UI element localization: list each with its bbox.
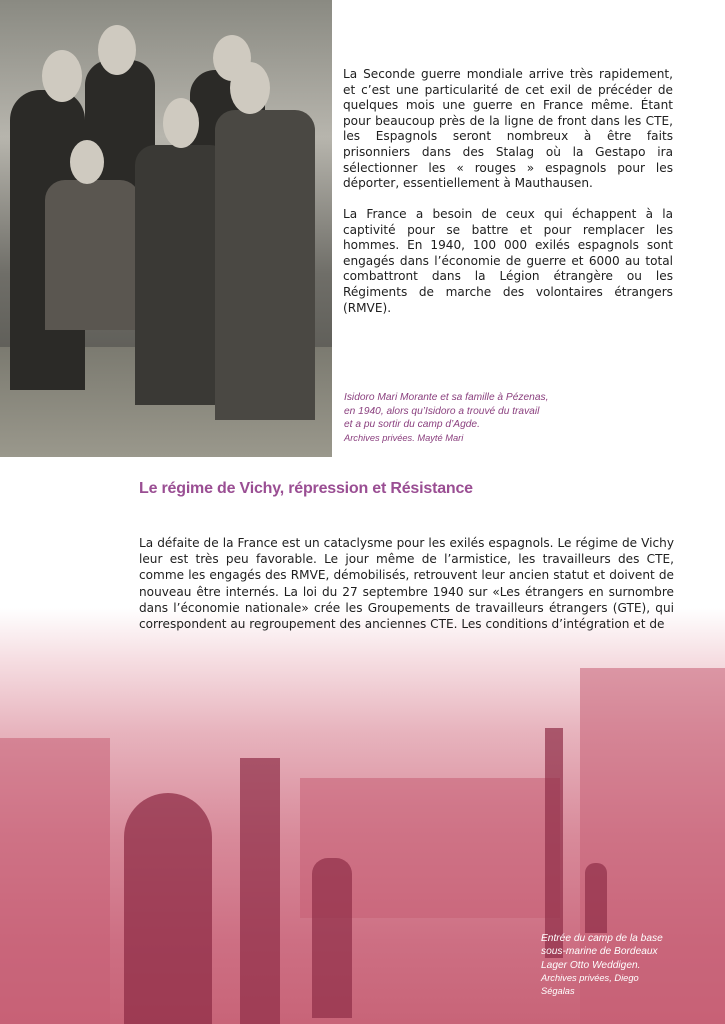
figure-girl [45, 180, 140, 330]
figure-boy-right [215, 110, 315, 420]
caption-line: Lager Otto Weddigen. [541, 959, 641, 971]
caption-credit: Archives privées. Mayté Mari [344, 432, 464, 443]
intro-paragraph-1: La Seconde guerre mondiale arrive très rapidement, et c’est une particularité de cet exil de précéder de quelques mois une guerre en France même. Étant pour beaucoup près de la ligne de front dans les CTE, les Espagnols seront nombreux à être faits prisonniers dans des Stalag où la Gestapo ira sélectionner les « rouges » espagnols pour les déporter, essentiellement à Mauthausen. [343, 67, 673, 191]
tree-trunk [545, 728, 563, 958]
caption-credit: Archives privées, Diego [541, 972, 639, 983]
person-figure [585, 863, 607, 933]
section-title: Le régime de Vichy, répression et Résistance [139, 480, 473, 497]
bottom-photo-caption [541, 932, 711, 998]
soldier-figure [312, 858, 352, 1018]
building-left [0, 738, 110, 1024]
face-boy-middle [163, 98, 199, 148]
family-photo [0, 0, 332, 457]
section-paragraph: La défaite de la France est un cataclysme pour les exilés espagnols. Le régime de Vichy leur est très peu favorable. Le jour même de l’armistice, les travailleurs des CTE, comme les engagés des RMVE, démobilisés, retrouvent leur ancien statut et doivent de nouveau être internés. La loi du 27 septembre 1940 sur «Les étrangers en surnombre dans l’économie nationale» crée les Groupements de travailleurs étrangers (GTE), qui correspondent au regroupement des anciennes CTE. Les conditions d’intégration et de [139, 536, 674, 632]
face-boy-right [230, 62, 270, 114]
face-woman [42, 50, 82, 102]
caption-line: Isidoro Mari Morante et sa famille à Pézenas, [344, 392, 549, 403]
face-girl [70, 140, 104, 184]
top-photo-caption [344, 391, 604, 445]
face-man-left [98, 25, 136, 75]
caption-line: sous-marine de Bordeaux [541, 946, 658, 958]
intro-paragraph-2: La France a besoin de ceux qui échappent à la captivité pour se battre et pour remplacer les hommes. En 1940, 100 000 exilés espagnols sont engagés dans l’économie de guerre et 6000 au total combattront dans la Légion étrangère ou les Régiments de marche des volontaires étrangers (RMVE). [343, 207, 673, 315]
caption-credit: Ségalas [541, 986, 575, 997]
caption-line: en 1940, alors qu’Isidoro a trouvé du travail [344, 405, 540, 417]
archway [124, 793, 212, 1024]
caption-line: et a pu sortir du camp d’Agde. [344, 419, 480, 430]
gate-pillar [240, 758, 280, 1024]
caption-line: Entrée du camp de la base [541, 933, 663, 944]
